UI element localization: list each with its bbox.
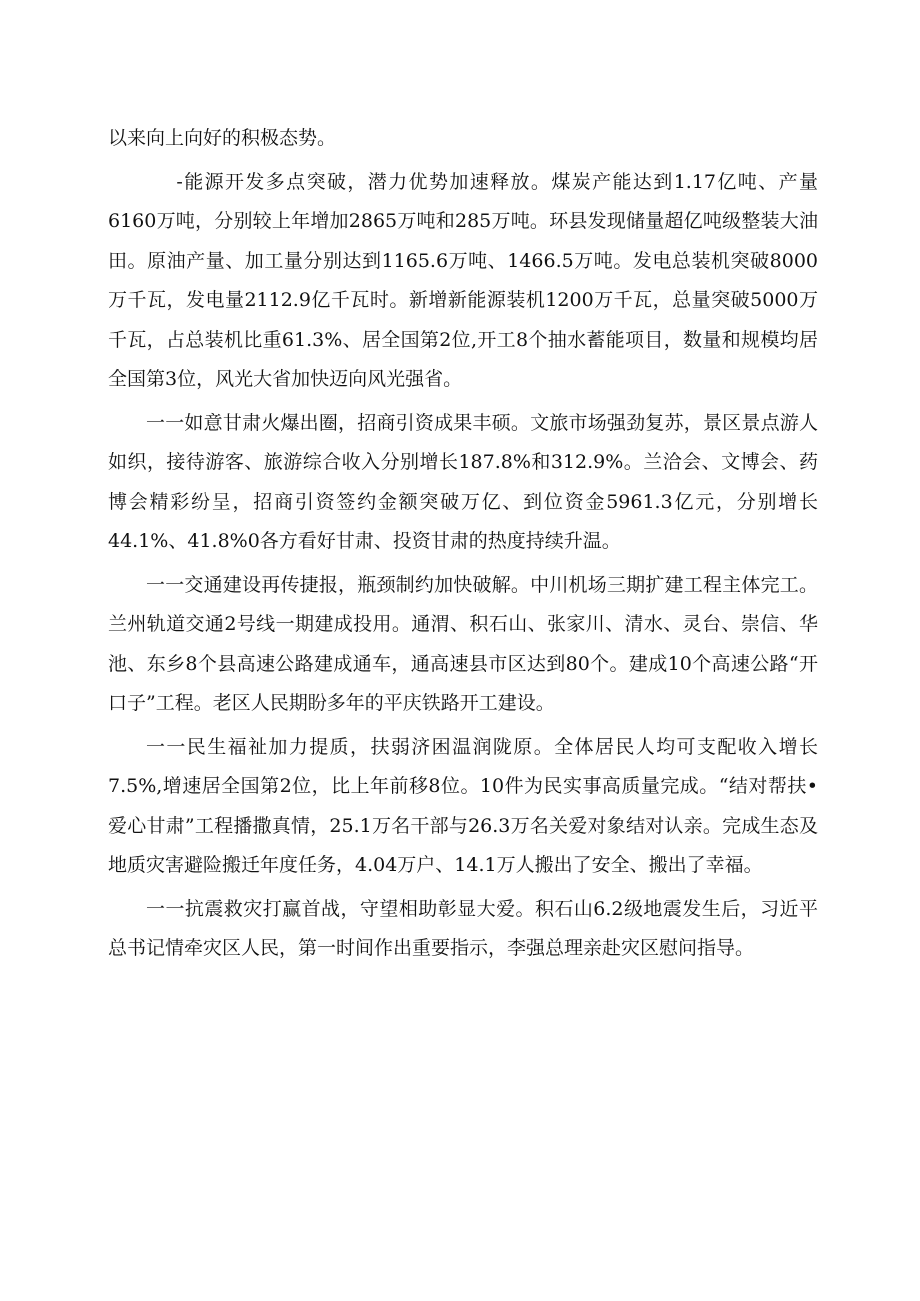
paragraph-transportation: 一一交通建设再传捷报，瓶颈制约加快破解。中川机场三期扩建工程主体完工。兰州轨道交通2号线一期建成投用。通渭、积石山、张家川、清水、灵台、崇信、华池、东乡8个县高速公路建成通车，通高速县市区达到80个。建成10个高速公路“开口子”工程。老区人民期盼多年的平庆铁路开工建设。: [108, 573, 818, 714]
document-body: [108, 119, 818, 969]
paragraph-tourism-investment: 一一如意甘肃火爆出圈，招商引资成果丰硕。文旅市场强劲复苏，景区景点游人如织，接待游客、旅游综合收入分别增长187.8%和312.9%。兰洽会、文博会、药博会精彩纷呈，招商引资签约金额突破万亿、到位资金5961.3亿元，分别增长44.1%、41.8%0各方看好甘肃、投资甘肃的热度持续升温。: [108, 411, 818, 552]
paragraph-continuation: 以来向上向好的积极态势。: [108, 127, 337, 149]
paragraph-energy: -能源开发多点突破，潜力优势加速释放。煤炭产能达到1.17亿吨、产量6160万吨，分别较上年增加2865万吨和285万吨。环县发现储量超亿吨级整装大油田。原油产量、加工量分别达到1165.6万吨、1466.5万吨。发电总装机突破8000万千瓦，发电量2112.9亿千瓦时。新增新能源装机1200万千瓦，总量突破5000万千瓦，占总装机比重61.3%、居全国第2位,开工8个抽水蓄能项目，数量和规模均居全国第3位，风光大省加快迈向风光强省。: [108, 170, 818, 390]
paragraph-livelihood: 一一民生福祉加力提质，扶弱济困温润陇原。全体居民人均可支配收入增长7.5%,增速居全国第2位，比上年前移8位。10件为民实事高质量完成。“结对帮扶•爱心甘肃”工程播撒真情，25.1万名干部与26.3万名关爱对象结对认亲。完成生态及地质灾害避险搬迁年度任务，4.04万户、14.1万人搬出了安全、搬出了幸福。: [108, 735, 818, 876]
paragraph-earthquake-relief: 一一抗震救灾打赢首战，守望相助彰显大爱。积石山6.2级地震发生后，习近平总书记情牵灾区人民，第一时间作出重要指示，李强总理亲赴灾区慰问指导。: [108, 897, 818, 959]
